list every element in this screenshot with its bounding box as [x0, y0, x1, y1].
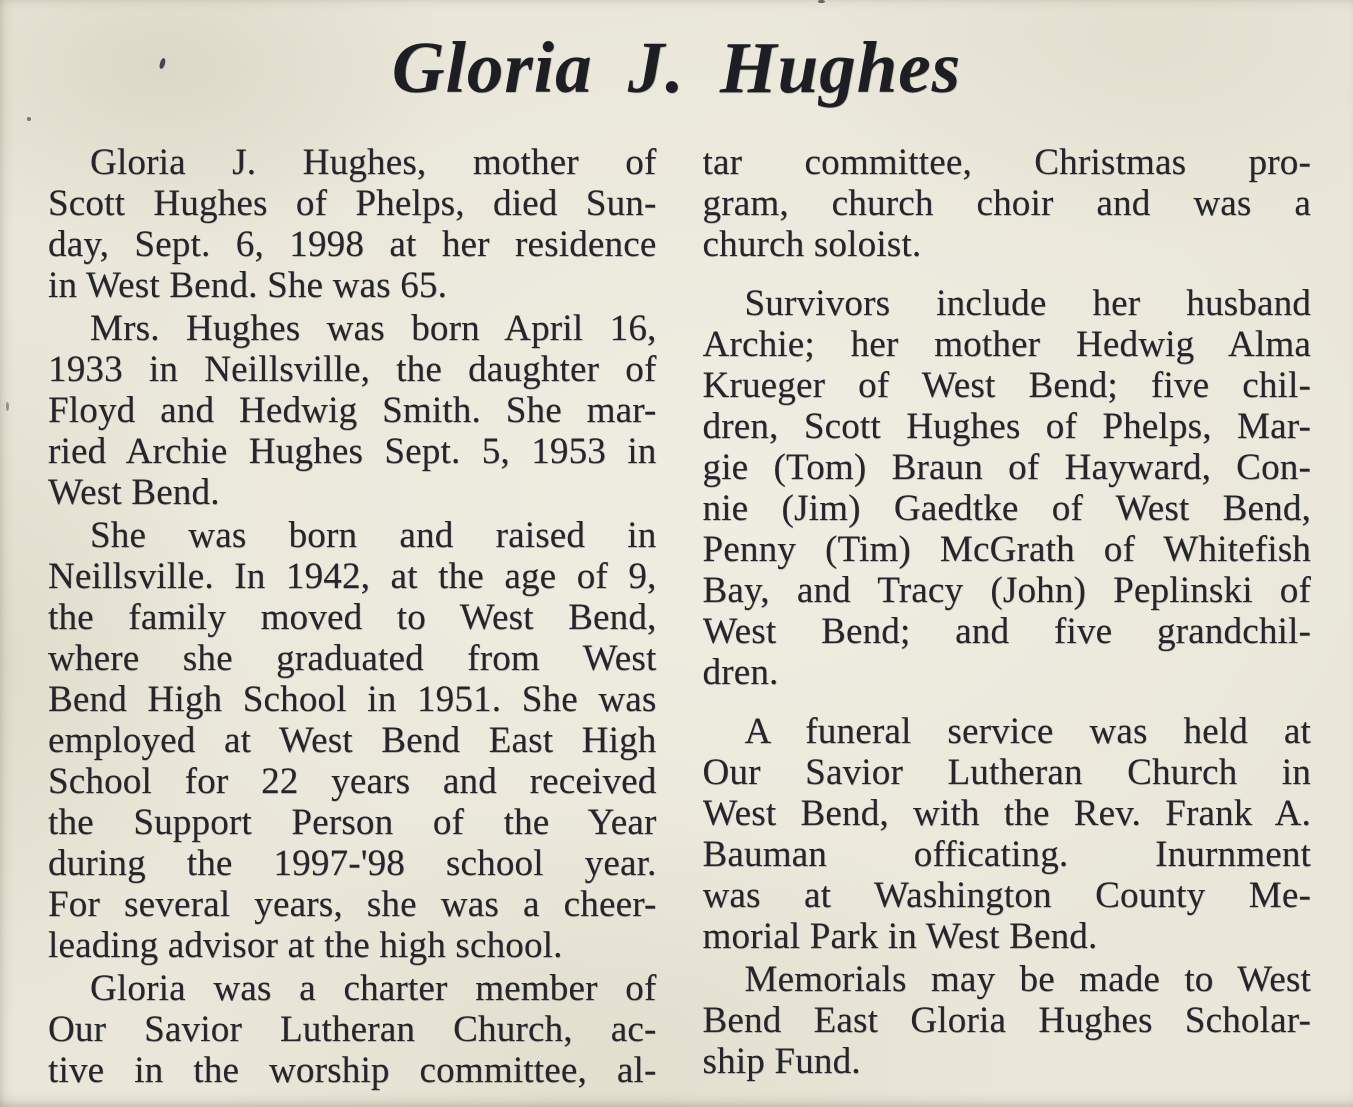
text-line: Our Savior Lutheran Church in	[702, 752, 1311, 793]
article-column-left	[48, 142, 657, 1093]
paragraph	[703, 711, 1312, 957]
article-title: Gloria J. Hughes	[391, 27, 962, 108]
ink-speck	[27, 117, 31, 121]
text-line: Bend East Gloria Hughes Scholar-	[702, 1000, 1311, 1041]
text-line: Scott Hughes of Phelps, died Sun-	[48, 183, 657, 224]
article-body	[48, 142, 1311, 1093]
text-line: Bay, and Tracy (John) Peplinski of	[702, 570, 1311, 611]
paragraph	[48, 142, 657, 306]
text-line: Gloria J. Hughes, mother of	[90, 142, 657, 183]
text-line: ried Archie Hughes Sept. 5, 1953 in	[48, 431, 657, 472]
text-line: the family moved to West Bend,	[48, 597, 657, 638]
text-line: nie (Jim) Gaedtke of West Bend,	[702, 488, 1311, 529]
text-line: Penny (Tim) McGrath of Whitefish	[702, 529, 1311, 570]
text-line: West Bend; and five grandchil-	[702, 611, 1311, 652]
text-line: Krueger of West Bend; five chil-	[702, 365, 1311, 406]
paragraph	[48, 515, 657, 966]
article-column-right	[703, 142, 1312, 1093]
text-line: day, Sept. 6, 1998 at her residence	[48, 224, 657, 265]
text-line: tar committee, Christmas pro-	[702, 142, 1311, 183]
text-line: Archie; her mother Hedwig Alma	[702, 324, 1311, 365]
text-line: 1933 in Neillsville, the daughter of	[48, 349, 657, 390]
text-line: Bend High School in 1951. She was	[48, 679, 657, 720]
text-line: Mrs. Hughes was born April 16,	[90, 308, 657, 349]
paragraph	[703, 959, 1312, 1082]
text-line: A funeral service was held at	[744, 711, 1311, 752]
text-line: during the 1997-'98 school year.	[48, 843, 657, 884]
text-line: employed at West Bend East High	[48, 720, 657, 761]
text-line: tive in the worship committee, al-	[48, 1050, 657, 1091]
text-line: where she graduated from West	[48, 638, 657, 679]
ink-speck	[818, 0, 825, 3]
text-line: Our Savior Lutheran Church, ac-	[48, 1009, 657, 1050]
text-line: dren, Scott Hughes of Phelps, Mar-	[702, 406, 1311, 447]
text-line: Survivors include her husband	[744, 283, 1311, 324]
text-line: School for 22 years and received	[48, 761, 657, 802]
text-line: Gloria was a charter member of	[90, 968, 657, 1009]
text-line: For several years, she was a cheer-	[48, 884, 657, 925]
text-line: church soloist.	[702, 224, 922, 265]
text-line: ship Fund.	[702, 1041, 861, 1082]
text-line: was at Washington County Me-	[702, 875, 1311, 916]
paragraph	[703, 283, 1312, 693]
text-line: gie (Tom) Braun of Hayward, Con-	[702, 447, 1311, 488]
text-line: leading advisor at the high school.	[48, 925, 563, 966]
text-line: Bauman officating. Inurnment	[702, 834, 1311, 875]
text-line: West Bend, with the Rev. Frank A.	[702, 793, 1311, 834]
text-line: dren.	[702, 652, 779, 693]
text-line: Memorials may be made to West	[744, 959, 1311, 1000]
text-line: in West Bend. She was 65.	[48, 265, 448, 306]
text-line: morial Park in West Bend.	[702, 916, 1098, 957]
text-line: She was born and raised in	[90, 515, 657, 556]
text-line: West Bend.	[48, 472, 220, 513]
paragraph	[48, 308, 657, 513]
text-line: the Support Person of the Year	[48, 802, 657, 843]
text-line: Floyd and Hedwig Smith. She mar-	[48, 390, 657, 431]
paragraph	[703, 142, 1312, 265]
ink-speck	[6, 402, 9, 411]
text-line: gram, church choir and was a	[702, 183, 1311, 224]
text-line: Neillsville. In 1942, at the age of 9,	[48, 556, 657, 597]
paragraph	[48, 968, 657, 1091]
